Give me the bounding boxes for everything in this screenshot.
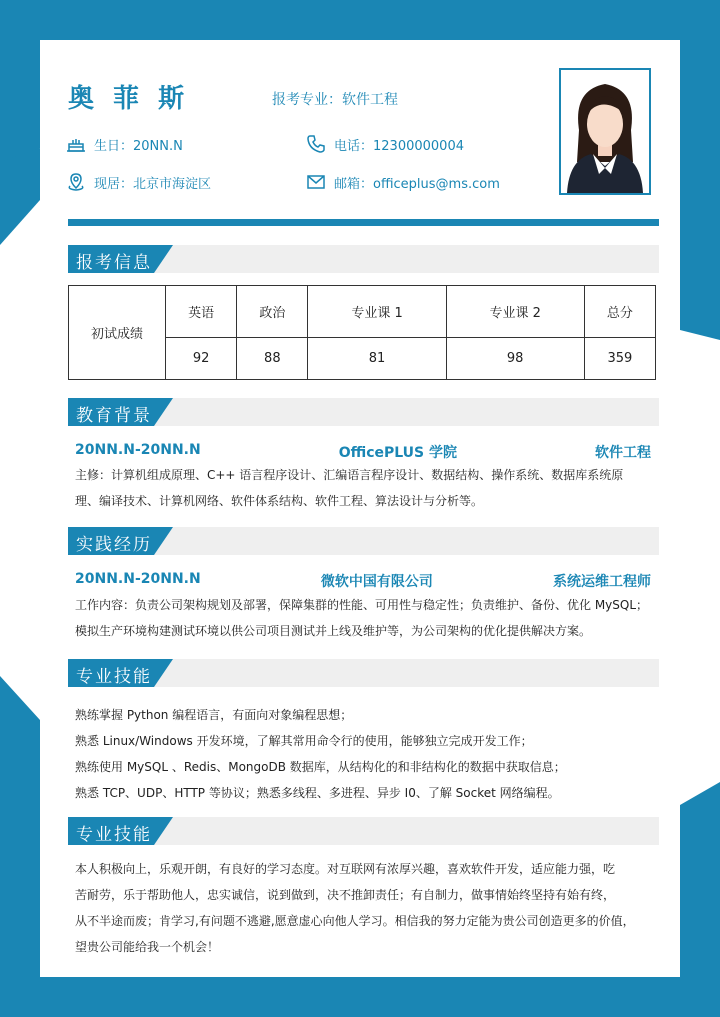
scores-row-label: 初试成绩 <box>69 286 166 380</box>
practice-role: 系统运维工程师 <box>553 574 651 590</box>
education-header <box>75 442 651 462</box>
score-header: 专业课 2 <box>446 286 584 338</box>
education-description <box>75 462 655 514</box>
score-header: 英语 <box>166 286 237 338</box>
section-title: 教育背景 <box>76 406 152 426</box>
practice-description <box>75 592 655 644</box>
text-line: 本人积极向上，乐观开朗，有良好的学习态度。对互联网有浓厚兴趣，喜欢软件开发，适应能力强，吃 <box>75 862 616 876</box>
section-title: 专业技能 <box>76 825 152 845</box>
text-line: 工作内容：负责公司架构规划及部署，保障集群的性能、可用性与稳定性；负责维护、备份、优化 MySQL； <box>75 598 649 612</box>
score-header: 政治 <box>237 286 308 338</box>
applied-major: 报考专业：软件工程 <box>272 92 398 108</box>
self-evaluation-description <box>75 856 655 960</box>
phone-icon <box>306 134 326 154</box>
phone-info <box>306 134 464 154</box>
header-divider <box>68 219 659 226</box>
score-value: 92 <box>166 338 237 380</box>
text-line: 望贵公司能给我一个机会！ <box>75 940 220 954</box>
location-text: 现居：北京市海淀区 <box>94 176 212 192</box>
mail-icon <box>306 172 326 192</box>
education-school: OfficePLUS 学院 <box>338 445 458 461</box>
cake-icon <box>66 134 86 154</box>
email-text: 邮箱：officeplus@ms.com <box>334 176 500 192</box>
education-period: 20NN.N-20NN.N <box>75 442 201 458</box>
practice-header <box>75 571 651 591</box>
text-line: 熟悉 TCP、UDP、HTTP 等协议；熟悉多线程、多进程、异步 I0、了解 Socket 网络编程。 <box>75 786 560 800</box>
birth-info <box>66 134 183 154</box>
section-title: 专业技能 <box>76 667 152 687</box>
section-self-evaluation <box>68 817 659 845</box>
score-value: 81 <box>308 338 446 380</box>
section-education <box>68 398 659 426</box>
section-exam-info <box>68 245 659 273</box>
text-line: 苦耐劳，乐于帮助他人，忠实诚信，说到做到，决不推卸责任；有自制力，做事情始终坚持有始有终， <box>75 888 616 902</box>
education-major: 软件工程 <box>594 445 651 461</box>
practice-period: 20NN.N-20NN.N <box>75 571 201 587</box>
score-header: 总分 <box>584 286 655 338</box>
score-header: 专业课 1 <box>308 286 446 338</box>
score-value: 98 <box>446 338 584 380</box>
scores-table <box>68 285 656 380</box>
text-line: 主修：计算机组成原理、C++ 语言程序设计、汇编语言程序设计、数据结构、操作系统、数据库系统原 <box>75 468 624 482</box>
candidate-name: 奥 菲 斯 <box>68 84 190 114</box>
text-line: 模拟生产环境构建测试环境以供公司项目测试并上线及维护等，为公司架构的优化提供解决方案。 <box>75 624 592 638</box>
score-value: 359 <box>584 338 655 380</box>
practice-company: 微软中国有限公司 <box>320 574 433 590</box>
section-title: 实践经历 <box>76 535 152 555</box>
location-info <box>66 172 211 192</box>
email-info <box>306 172 500 192</box>
score-value: 88 <box>237 338 308 380</box>
phone-text: 电话：12300000004 <box>334 138 464 154</box>
text-line: 熟练使用 MySQL 、Redis、MongoDB 数据库，从结构化的和非结构化的数据中获取信息； <box>75 760 566 774</box>
skills-description <box>75 702 655 806</box>
birth-text: 生日：20NN.N <box>94 138 183 154</box>
text-line: 熟练掌握 Python 编程语言，有面向对象编程思想； <box>75 708 353 722</box>
section-skills <box>68 659 659 687</box>
location-pin-icon <box>66 172 86 192</box>
text-line: 理、编译技术、计算机网络、软件体系结构、软件工程、算法设计与分析等。 <box>75 494 484 508</box>
section-practice <box>68 527 659 555</box>
text-line: 熟悉 Linux/Windows 开发环境，了解其常用命令行的使用，能够独立完成开发工作； <box>75 734 533 748</box>
avatar <box>559 68 651 195</box>
section-title: 报考信息 <box>76 253 152 273</box>
text-line: 从不半途而废；肯学习,有问题不逃避,愿意虚心向他人学习。相信我的努力定能为贵公司创造更多的价值， <box>75 914 635 928</box>
